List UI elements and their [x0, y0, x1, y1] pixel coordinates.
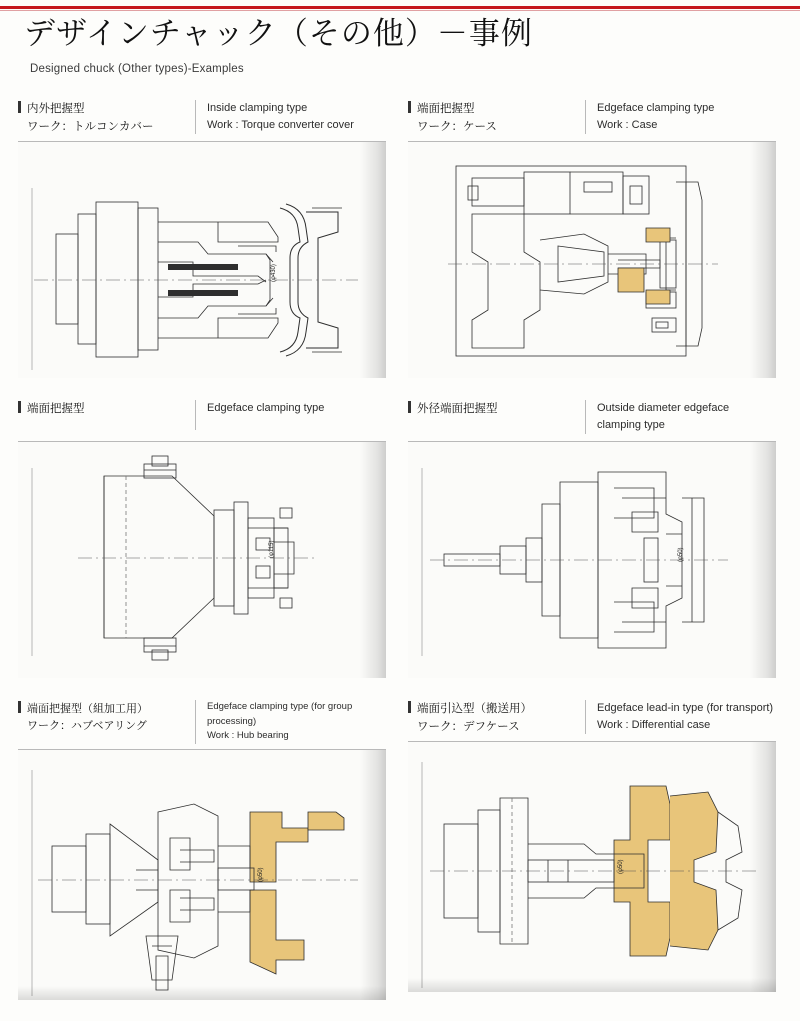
caption-en-type-4: Outside diameter edgeface — [597, 402, 730, 414]
caption-en-6 — [585, 700, 776, 734]
technical-drawing-1 — [18, 142, 386, 378]
example-card-1 — [18, 100, 386, 378]
drawing-svg-5 — [18, 750, 386, 1000]
example-caption-1 — [18, 100, 386, 142]
caption-en-type-1: Inside clamping type — [207, 102, 308, 114]
example-caption-5 — [18, 700, 386, 750]
caption-jp-type-4: 外径端面把握型 — [417, 401, 498, 415]
caption-jp-work-6: ワーク：デフケース — [417, 718, 520, 733]
caption-en-type-3: Edgeface clamping type — [207, 402, 325, 414]
examples-row-3 — [0, 700, 800, 1010]
drawing-svg-6 — [408, 742, 776, 992]
caption-jp-1 — [18, 100, 195, 136]
svg-text:(φ50): (φ50) — [618, 859, 624, 874]
example-card-3 — [18, 400, 386, 678]
caption-jp-work-2: ワーク：ケース — [417, 118, 497, 133]
page-title-jp: デザインチャック（その他）－事例 — [24, 16, 533, 52]
caption-en-work-5: Work : Hub bearing — [207, 730, 289, 742]
caption-en-type-2: Edgeface clamping type — [597, 102, 715, 114]
example-card-5 — [18, 700, 386, 1000]
caption-en-type-5: Edgeface clamping type (for group processing) — [207, 701, 353, 727]
example-caption-6 — [408, 700, 776, 742]
technical-drawing-4 — [408, 442, 776, 678]
drawing-svg-3 — [18, 442, 386, 678]
caption-en-5 — [195, 700, 386, 744]
technical-drawing-5 — [18, 750, 386, 1000]
caption-en-1 — [195, 100, 386, 134]
caption-jp-2 — [408, 100, 585, 136]
caption-en-work-1: Work : Torque converter cover — [207, 119, 354, 132]
caption-en-type-6: Edgeface lead-in type (for transport) — [597, 702, 774, 714]
caption-jp-type-5: 端面把握型（組加工用） — [27, 702, 148, 715]
page-title-en: Designed chuck (Other types)-Examples — [30, 63, 244, 76]
technical-drawing-2 — [408, 142, 776, 378]
top-accent-rule-secondary — [0, 10, 800, 11]
example-card-6 — [408, 700, 776, 992]
svg-text:(φ50): (φ50) — [678, 547, 684, 562]
svg-text:(φ430): (φ430) — [271, 264, 277, 282]
technical-drawing-6 — [408, 742, 776, 992]
caption-jp-6 — [408, 700, 585, 736]
technical-drawing-3 — [18, 442, 386, 678]
caption-jp-work-5: ワーク：ハブベアリング — [27, 719, 147, 733]
example-card-4 — [408, 400, 776, 678]
page-heading — [24, 16, 764, 75]
caption-jp-work-1: ワーク：トルコンカバー — [27, 118, 154, 133]
caption-en-3 — [195, 400, 386, 430]
caption-en-work-6: Work : Differential case — [597, 719, 711, 732]
svg-text:(φ115): (φ115) — [269, 540, 275, 558]
examples-grid — [0, 100, 800, 1010]
drawing-svg-1 — [18, 142, 386, 378]
examples-row-1 — [0, 100, 800, 400]
svg-text:(φ50): (φ50) — [258, 867, 264, 883]
caption-jp-4 — [408, 400, 585, 418]
top-accent-rule — [0, 6, 800, 9]
example-caption-3 — [18, 400, 386, 442]
drawing-svg-4 — [408, 442, 776, 678]
drawing-svg-2 — [408, 142, 776, 378]
example-caption-4 — [408, 400, 776, 442]
caption-jp-type-3: 端面把握型 — [27, 401, 85, 415]
caption-en-4 — [585, 400, 776, 434]
examples-row-2 — [0, 400, 800, 700]
caption-en-work-4: clamping type — [597, 419, 665, 432]
caption-en-2 — [585, 100, 776, 134]
caption-jp-type-2: 端面把握型 — [417, 101, 475, 115]
caption-en-work-2: Work : Case — [597, 119, 658, 132]
example-caption-2 — [408, 100, 776, 142]
caption-jp-type-6: 端面引込型（搬送用） — [417, 701, 532, 715]
caption-jp-type-1: 内外把握型 — [27, 101, 85, 115]
example-card-2 — [408, 100, 776, 378]
caption-jp-5 — [18, 700, 195, 734]
caption-jp-3 — [18, 400, 195, 418]
